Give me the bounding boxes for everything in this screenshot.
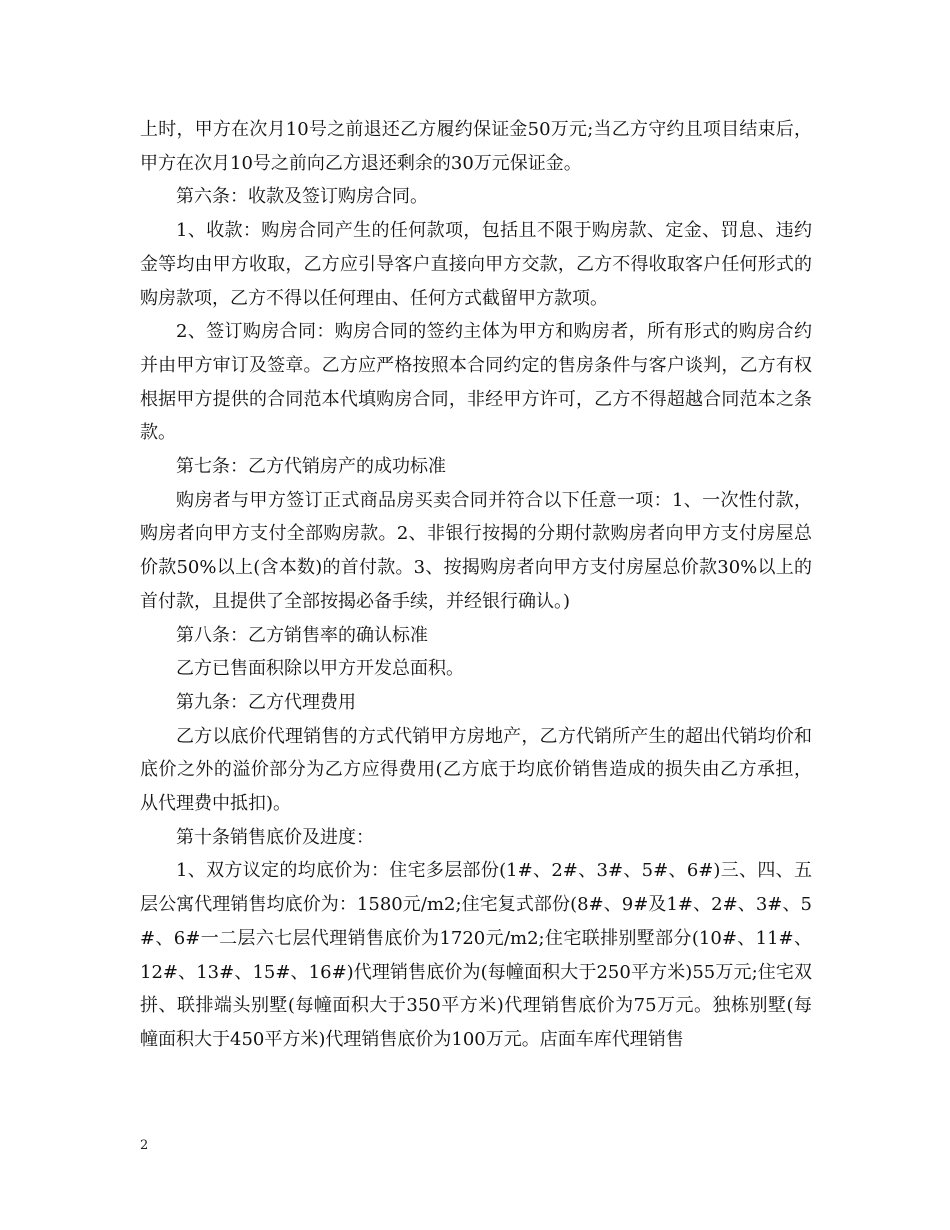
page-number: 2: [140, 1138, 149, 1153]
paragraph-signing-contract: 2、签订购房合同：购房合同的签约主体为甲方和购房者，所有形式的购房合约并由甲方审订及签章。乙方应严格按照本合同约定的售房条件与客户谈判，乙方有权根据甲方提供的合同范本代填购房合同，非经甲方许可，乙方不得超越合同范本之条款。: [140, 321, 812, 444]
heading-article-8: 第八条：乙方销售率的确认标准: [176, 624, 428, 646]
paragraph-agency-fee: 乙方以底价代理销售的方式代销甲方房地产，乙方代销所产生的超出代销均价和底价之外的溢价部分为乙方应得费用(乙方底于均底价销售造成的损失由乙方承担，从代理费中抵扣)。: [140, 725, 812, 815]
paragraph-success-criteria: 购房者与甲方签订正式商品房买卖合同并符合以下任意一项：1、一次性付款，购房者向甲方支付全部购房款。2、非银行按揭的分期付款购房者向甲方支付房屋总价款50%以上(含本数)的首付款。3、按揭购房者向甲方支付房屋总价款30%以上的首付款，且提供了全部按揭必备手续，并经银行确认。): [140, 489, 812, 612]
heading-article-10: 第十条销售底价及进度：: [176, 826, 374, 848]
paragraph-payment-collection: 1、收款：购房合同产生的任何款项，包括且不限于购房款、定金、罚息、违约金等均由甲方收取，乙方应引导客户直接向甲方交款，乙方不得收取客户任何形式的购房款项，乙方不得以任何理由、任何方式截留甲方款项。: [140, 220, 812, 309]
paragraph-sales-rate: 乙方已售面积除以甲方开发总面积。: [176, 658, 464, 680]
paragraph-base-price: 1、双方议定的均底价为：住宅多层部份(1#、2#、3#、5#、6#)三、四、五层公寓代理销售均底价为：1580元/m2;住宅复式部份(8#、9#及1#、2#、3#、5#、6#一二层六七层代理销售底价为1720元/m2;住宅联排别墅部分(10#、11#、12#、13#、15#、16#)代理销售底价为(每幢面积大于250平方米)55万元;住宅双拼、联排端头别墅(每幢面积大于350平方米)代理销售底价为75万元。独栋别墅(每幢面积大于450平方米)代理销售底价为100万元。店面车库代理销售: [140, 860, 812, 1050]
heading-article-9: 第九条：乙方代理费用: [176, 691, 356, 713]
heading-article-7: 第七条：乙方代销房产的成功标准: [176, 456, 446, 478]
paragraph-continuation: 上时，甲方在次月10号之前退还乙方履约保证金50万元;当乙方守约且项目结束后，甲方在次月10号之前向乙方退还剩余的30万元保证金。: [140, 119, 812, 174]
heading-article-6: 第六条：收款及签订购房合同。: [176, 186, 428, 208]
document-body: [140, 113, 812, 1057]
